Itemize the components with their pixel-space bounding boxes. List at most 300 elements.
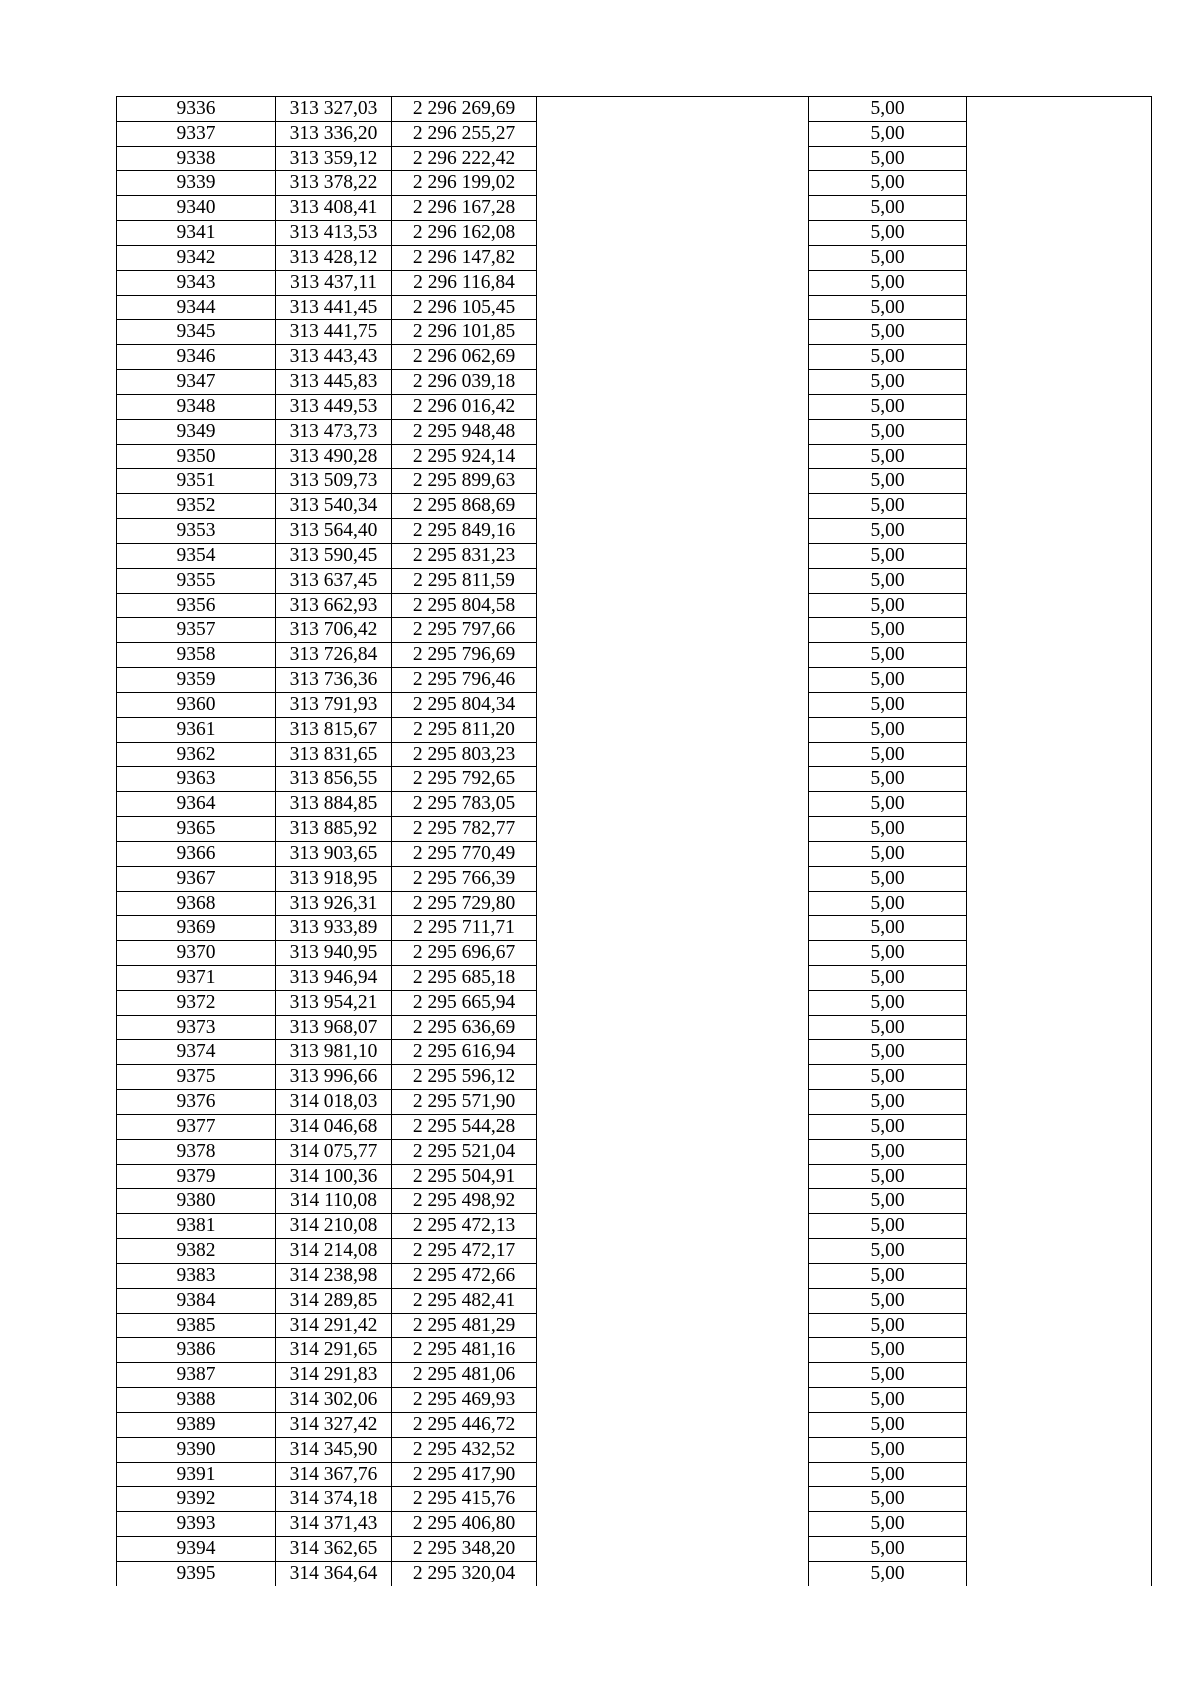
x-coordinate-cell: 314 371,43 <box>276 1512 392 1537</box>
y-coordinate-cell: 2 296 222,42 <box>392 146 537 171</box>
value-cell: 5,00 <box>809 1288 967 1313</box>
y-coordinate-cell: 2 295 472,17 <box>392 1239 537 1264</box>
value-cell: 5,00 <box>809 1561 967 1585</box>
point-number-cell: 9368 <box>117 891 276 916</box>
empty-cell <box>537 1189 809 1214</box>
table-row <box>117 1189 1152 1214</box>
table-row <box>117 941 1152 966</box>
value-cell: 5,00 <box>809 1462 967 1487</box>
table-row <box>117 1288 1152 1313</box>
point-number-cell: 9381 <box>117 1214 276 1239</box>
value-cell: 5,00 <box>809 1040 967 1065</box>
x-coordinate-cell: 314 110,08 <box>276 1189 392 1214</box>
empty-cell <box>967 668 1152 693</box>
y-coordinate-cell: 2 296 167,28 <box>392 196 537 221</box>
point-number-cell: 9367 <box>117 866 276 891</box>
x-coordinate-cell: 313 590,45 <box>276 543 392 568</box>
y-coordinate-cell: 2 295 472,66 <box>392 1263 537 1288</box>
point-number-cell: 9387 <box>117 1363 276 1388</box>
point-number-cell: 9395 <box>117 1561 276 1585</box>
value-cell: 5,00 <box>809 345 967 370</box>
empty-cell <box>537 1313 809 1338</box>
table-row <box>117 196 1152 221</box>
table-row <box>117 792 1152 817</box>
empty-cell <box>537 941 809 966</box>
x-coordinate-cell: 313 445,83 <box>276 370 392 395</box>
point-number-cell: 9374 <box>117 1040 276 1065</box>
empty-cell <box>537 419 809 444</box>
value-cell: 5,00 <box>809 519 967 544</box>
empty-cell <box>537 1363 809 1388</box>
point-number-cell: 9361 <box>117 717 276 742</box>
y-coordinate-cell: 2 295 481,16 <box>392 1338 537 1363</box>
empty-cell <box>537 916 809 941</box>
empty-cell <box>967 543 1152 568</box>
value-cell: 5,00 <box>809 941 967 966</box>
y-coordinate-cell: 2 295 616,94 <box>392 1040 537 1065</box>
value-cell: 5,00 <box>809 1313 967 1338</box>
empty-cell <box>537 742 809 767</box>
x-coordinate-cell: 313 564,40 <box>276 519 392 544</box>
x-coordinate-cell: 313 926,31 <box>276 891 392 916</box>
x-coordinate-cell: 314 291,65 <box>276 1338 392 1363</box>
value-cell: 5,00 <box>809 1214 967 1239</box>
empty-cell <box>537 270 809 295</box>
table-row <box>117 419 1152 444</box>
x-coordinate-cell: 313 946,94 <box>276 965 392 990</box>
table-row <box>117 568 1152 593</box>
table-row <box>117 643 1152 668</box>
empty-cell <box>967 717 1152 742</box>
y-coordinate-cell: 2 295 417,90 <box>392 1462 537 1487</box>
empty-cell <box>967 1363 1152 1388</box>
empty-cell <box>537 866 809 891</box>
value-cell: 5,00 <box>809 742 967 767</box>
empty-cell <box>967 320 1152 345</box>
value-cell: 5,00 <box>809 792 967 817</box>
empty-cell <box>537 394 809 419</box>
x-coordinate-cell: 314 367,76 <box>276 1462 392 1487</box>
value-cell: 5,00 <box>809 494 967 519</box>
y-coordinate-cell: 2 295 571,90 <box>392 1090 537 1115</box>
point-number-cell: 9373 <box>117 1015 276 1040</box>
table-row <box>117 1139 1152 1164</box>
empty-cell <box>537 593 809 618</box>
value-cell: 5,00 <box>809 643 967 668</box>
table-row <box>117 221 1152 246</box>
x-coordinate-cell: 313 428,12 <box>276 245 392 270</box>
x-coordinate-cell: 314 210,08 <box>276 1214 392 1239</box>
table-row <box>117 295 1152 320</box>
point-number-cell: 9359 <box>117 668 276 693</box>
y-coordinate-cell: 2 295 849,16 <box>392 519 537 544</box>
point-number-cell: 9350 <box>117 444 276 469</box>
empty-cell <box>537 965 809 990</box>
empty-cell <box>967 196 1152 221</box>
point-number-cell: 9336 <box>117 97 276 122</box>
table-row <box>117 444 1152 469</box>
x-coordinate-cell: 313 831,65 <box>276 742 392 767</box>
value-cell: 5,00 <box>809 370 967 395</box>
table-row <box>117 146 1152 171</box>
x-coordinate-cell: 313 327,03 <box>276 97 392 122</box>
point-number-cell: 9391 <box>117 1462 276 1487</box>
value-cell: 5,00 <box>809 990 967 1015</box>
value-cell: 5,00 <box>809 1139 967 1164</box>
y-coordinate-cell: 2 296 162,08 <box>392 221 537 246</box>
y-coordinate-cell: 2 296 199,02 <box>392 171 537 196</box>
empty-cell <box>967 817 1152 842</box>
point-number-cell: 9357 <box>117 618 276 643</box>
empty-cell <box>967 370 1152 395</box>
x-coordinate-cell: 313 490,28 <box>276 444 392 469</box>
value-cell: 5,00 <box>809 270 967 295</box>
x-coordinate-cell: 314 289,85 <box>276 1288 392 1313</box>
table-row <box>117 841 1152 866</box>
empty-cell <box>537 1561 809 1585</box>
empty-cell <box>537 370 809 395</box>
y-coordinate-cell: 2 295 415,76 <box>392 1487 537 1512</box>
x-coordinate-cell: 313 815,67 <box>276 717 392 742</box>
point-number-cell: 9369 <box>117 916 276 941</box>
y-coordinate-cell: 2 295 831,23 <box>392 543 537 568</box>
y-coordinate-cell: 2 295 472,13 <box>392 1214 537 1239</box>
y-coordinate-cell: 2 296 101,85 <box>392 320 537 345</box>
empty-cell <box>537 543 809 568</box>
empty-cell <box>537 1164 809 1189</box>
point-number-cell: 9343 <box>117 270 276 295</box>
point-number-cell: 9364 <box>117 792 276 817</box>
y-coordinate-cell: 2 295 804,34 <box>392 692 537 717</box>
empty-cell <box>967 1338 1152 1363</box>
table-row <box>117 1239 1152 1264</box>
empty-cell <box>967 1313 1152 1338</box>
y-coordinate-cell: 2 295 948,48 <box>392 419 537 444</box>
point-number-cell: 9342 <box>117 245 276 270</box>
value-cell: 5,00 <box>809 1090 967 1115</box>
table-row <box>117 916 1152 941</box>
value-cell: 5,00 <box>809 916 967 941</box>
empty-cell <box>537 618 809 643</box>
empty-cell <box>537 1388 809 1413</box>
empty-cell <box>967 1164 1152 1189</box>
table-row <box>117 692 1152 717</box>
value-cell: 5,00 <box>809 1512 967 1537</box>
empty-cell <box>967 494 1152 519</box>
empty-cell <box>967 394 1152 419</box>
table-row <box>117 121 1152 146</box>
point-number-cell: 9363 <box>117 767 276 792</box>
y-coordinate-cell: 2 296 147,82 <box>392 245 537 270</box>
empty-cell <box>537 817 809 842</box>
value-cell: 5,00 <box>809 618 967 643</box>
x-coordinate-cell: 313 378,22 <box>276 171 392 196</box>
table-row <box>117 1512 1152 1537</box>
y-coordinate-cell: 2 295 811,59 <box>392 568 537 593</box>
y-coordinate-cell: 2 295 792,65 <box>392 767 537 792</box>
empty-cell <box>967 1040 1152 1065</box>
empty-cell <box>967 1090 1152 1115</box>
empty-cell <box>967 121 1152 146</box>
point-number-cell: 9375 <box>117 1065 276 1090</box>
empty-cell <box>537 295 809 320</box>
x-coordinate-cell: 313 954,21 <box>276 990 392 1015</box>
empty-cell <box>537 692 809 717</box>
x-coordinate-cell: 313 918,95 <box>276 866 392 891</box>
y-coordinate-cell: 2 295 899,63 <box>392 469 537 494</box>
table-row <box>117 767 1152 792</box>
empty-cell <box>967 469 1152 494</box>
empty-cell <box>967 1189 1152 1214</box>
point-number-cell: 9370 <box>117 941 276 966</box>
empty-cell <box>967 692 1152 717</box>
point-number-cell: 9392 <box>117 1487 276 1512</box>
value-cell: 5,00 <box>809 692 967 717</box>
empty-cell <box>967 295 1152 320</box>
empty-cell <box>967 1015 1152 1040</box>
empty-cell <box>537 494 809 519</box>
point-number-cell: 9341 <box>117 221 276 246</box>
y-coordinate-cell: 2 295 811,20 <box>392 717 537 742</box>
x-coordinate-cell: 313 933,89 <box>276 916 392 941</box>
value-cell: 5,00 <box>809 469 967 494</box>
x-coordinate-cell: 313 336,20 <box>276 121 392 146</box>
empty-cell <box>537 1263 809 1288</box>
point-number-cell: 9389 <box>117 1412 276 1437</box>
point-number-cell: 9354 <box>117 543 276 568</box>
empty-cell <box>537 792 809 817</box>
empty-cell <box>537 1288 809 1313</box>
empty-cell <box>537 1412 809 1437</box>
table-row <box>117 891 1152 916</box>
x-coordinate-cell: 313 443,43 <box>276 345 392 370</box>
empty-cell <box>537 320 809 345</box>
point-number-cell: 9362 <box>117 742 276 767</box>
value-cell: 5,00 <box>809 394 967 419</box>
table-row <box>117 320 1152 345</box>
empty-cell <box>537 1239 809 1264</box>
empty-cell <box>537 568 809 593</box>
y-coordinate-cell: 2 295 685,18 <box>392 965 537 990</box>
point-number-cell: 9337 <box>117 121 276 146</box>
empty-cell <box>967 1561 1152 1585</box>
y-coordinate-cell: 2 295 665,94 <box>392 990 537 1015</box>
empty-cell <box>967 146 1152 171</box>
y-coordinate-cell: 2 295 797,66 <box>392 618 537 643</box>
table-row <box>117 1412 1152 1437</box>
point-number-cell: 9377 <box>117 1114 276 1139</box>
x-coordinate-cell: 313 903,65 <box>276 841 392 866</box>
table-row <box>117 1313 1152 1338</box>
table-row <box>117 1065 1152 1090</box>
empty-cell <box>537 1065 809 1090</box>
point-number-cell: 9383 <box>117 1263 276 1288</box>
y-coordinate-cell: 2 295 469,93 <box>392 1388 537 1413</box>
x-coordinate-cell: 314 238,98 <box>276 1263 392 1288</box>
x-coordinate-cell: 313 437,11 <box>276 270 392 295</box>
empty-cell <box>537 245 809 270</box>
y-coordinate-cell: 2 296 016,42 <box>392 394 537 419</box>
x-coordinate-cell: 313 706,42 <box>276 618 392 643</box>
empty-cell <box>967 990 1152 1015</box>
value-cell: 5,00 <box>809 568 967 593</box>
empty-cell <box>967 1263 1152 1288</box>
empty-cell <box>537 345 809 370</box>
empty-cell <box>967 519 1152 544</box>
x-coordinate-cell: 313 885,92 <box>276 817 392 842</box>
coordinates-table-body <box>117 97 1152 1586</box>
point-number-cell: 9384 <box>117 1288 276 1313</box>
y-coordinate-cell: 2 295 504,91 <box>392 1164 537 1189</box>
point-number-cell: 9378 <box>117 1139 276 1164</box>
empty-cell <box>967 1239 1152 1264</box>
empty-cell <box>967 941 1152 966</box>
point-number-cell: 9382 <box>117 1239 276 1264</box>
value-cell: 5,00 <box>809 767 967 792</box>
x-coordinate-cell: 313 884,85 <box>276 792 392 817</box>
table-row <box>117 469 1152 494</box>
y-coordinate-cell: 2 296 269,69 <box>392 97 537 122</box>
empty-cell <box>537 841 809 866</box>
table-row <box>117 593 1152 618</box>
value-cell: 5,00 <box>809 171 967 196</box>
empty-cell <box>967 1512 1152 1537</box>
value-cell: 5,00 <box>809 543 967 568</box>
table-row <box>117 817 1152 842</box>
table-row <box>117 717 1152 742</box>
x-coordinate-cell: 313 736,36 <box>276 668 392 693</box>
point-number-cell: 9388 <box>117 1388 276 1413</box>
point-number-cell: 9379 <box>117 1164 276 1189</box>
point-number-cell: 9390 <box>117 1437 276 1462</box>
empty-cell <box>967 593 1152 618</box>
table-row <box>117 742 1152 767</box>
value-cell: 5,00 <box>809 841 967 866</box>
value-cell: 5,00 <box>809 295 967 320</box>
empty-cell <box>967 1437 1152 1462</box>
empty-cell <box>967 742 1152 767</box>
y-coordinate-cell: 2 295 482,41 <box>392 1288 537 1313</box>
y-coordinate-cell: 2 295 803,23 <box>392 742 537 767</box>
empty-cell <box>537 1487 809 1512</box>
y-coordinate-cell: 2 295 481,06 <box>392 1363 537 1388</box>
y-coordinate-cell: 2 295 596,12 <box>392 1065 537 1090</box>
empty-cell <box>537 1338 809 1363</box>
value-cell: 5,00 <box>809 1189 967 1214</box>
value-cell: 5,00 <box>809 245 967 270</box>
table-row <box>117 543 1152 568</box>
y-coordinate-cell: 2 295 432,52 <box>392 1437 537 1462</box>
x-coordinate-cell: 314 046,68 <box>276 1114 392 1139</box>
empty-cell <box>537 1537 809 1562</box>
value-cell: 5,00 <box>809 1114 967 1139</box>
x-coordinate-cell: 313 968,07 <box>276 1015 392 1040</box>
x-coordinate-cell: 313 509,73 <box>276 469 392 494</box>
value-cell: 5,00 <box>809 668 967 693</box>
x-coordinate-cell: 314 345,90 <box>276 1437 392 1462</box>
point-number-cell: 9366 <box>117 841 276 866</box>
table-row <box>117 1164 1152 1189</box>
point-number-cell: 9340 <box>117 196 276 221</box>
table-row <box>117 1338 1152 1363</box>
empty-cell <box>537 171 809 196</box>
x-coordinate-cell: 314 018,03 <box>276 1090 392 1115</box>
value-cell: 5,00 <box>809 1239 967 1264</box>
table-row <box>117 1015 1152 1040</box>
empty-cell <box>537 1015 809 1040</box>
empty-cell <box>967 1412 1152 1437</box>
x-coordinate-cell: 313 662,93 <box>276 593 392 618</box>
x-coordinate-cell: 313 791,93 <box>276 692 392 717</box>
point-number-cell: 9346 <box>117 345 276 370</box>
table-row <box>117 1437 1152 1462</box>
empty-cell <box>967 270 1152 295</box>
y-coordinate-cell: 2 296 255,27 <box>392 121 537 146</box>
table-row <box>117 1090 1152 1115</box>
y-coordinate-cell: 2 295 521,04 <box>392 1139 537 1164</box>
empty-cell <box>537 1512 809 1537</box>
empty-cell <box>967 841 1152 866</box>
x-coordinate-cell: 314 374,18 <box>276 1487 392 1512</box>
empty-cell <box>537 643 809 668</box>
x-coordinate-cell: 313 473,73 <box>276 419 392 444</box>
table-row <box>117 965 1152 990</box>
empty-cell <box>967 1462 1152 1487</box>
x-coordinate-cell: 313 981,10 <box>276 1040 392 1065</box>
y-coordinate-cell: 2 296 116,84 <box>392 270 537 295</box>
table-row <box>117 1214 1152 1239</box>
value-cell: 5,00 <box>809 146 967 171</box>
value-cell: 5,00 <box>809 419 967 444</box>
point-number-cell: 9385 <box>117 1313 276 1338</box>
y-coordinate-cell: 2 296 062,69 <box>392 345 537 370</box>
empty-cell <box>967 767 1152 792</box>
empty-cell <box>537 444 809 469</box>
table-row <box>117 1561 1152 1585</box>
table-row <box>117 1114 1152 1139</box>
y-coordinate-cell: 2 295 796,46 <box>392 668 537 693</box>
value-cell: 5,00 <box>809 817 967 842</box>
point-number-cell: 9339 <box>117 171 276 196</box>
empty-cell <box>967 618 1152 643</box>
point-number-cell: 9356 <box>117 593 276 618</box>
empty-cell <box>537 668 809 693</box>
empty-cell <box>537 1040 809 1065</box>
empty-cell <box>967 345 1152 370</box>
value-cell: 5,00 <box>809 221 967 246</box>
empty-cell <box>967 1139 1152 1164</box>
y-coordinate-cell: 2 296 105,45 <box>392 295 537 320</box>
y-coordinate-cell: 2 295 446,72 <box>392 1412 537 1437</box>
table-row <box>117 1388 1152 1413</box>
x-coordinate-cell: 314 100,36 <box>276 1164 392 1189</box>
empty-cell <box>967 1065 1152 1090</box>
y-coordinate-cell: 2 295 868,69 <box>392 494 537 519</box>
value-cell: 5,00 <box>809 320 967 345</box>
y-coordinate-cell: 2 295 782,77 <box>392 817 537 842</box>
table-row <box>117 1263 1152 1288</box>
point-number-cell: 9380 <box>117 1189 276 1214</box>
empty-cell <box>967 916 1152 941</box>
point-number-cell: 9347 <box>117 370 276 395</box>
x-coordinate-cell: 314 327,42 <box>276 1412 392 1437</box>
x-coordinate-cell: 314 291,83 <box>276 1363 392 1388</box>
point-number-cell: 9372 <box>117 990 276 1015</box>
y-coordinate-cell: 2 295 711,71 <box>392 916 537 941</box>
value-cell: 5,00 <box>809 965 967 990</box>
y-coordinate-cell: 2 295 320,04 <box>392 1561 537 1585</box>
point-number-cell: 9371 <box>117 965 276 990</box>
